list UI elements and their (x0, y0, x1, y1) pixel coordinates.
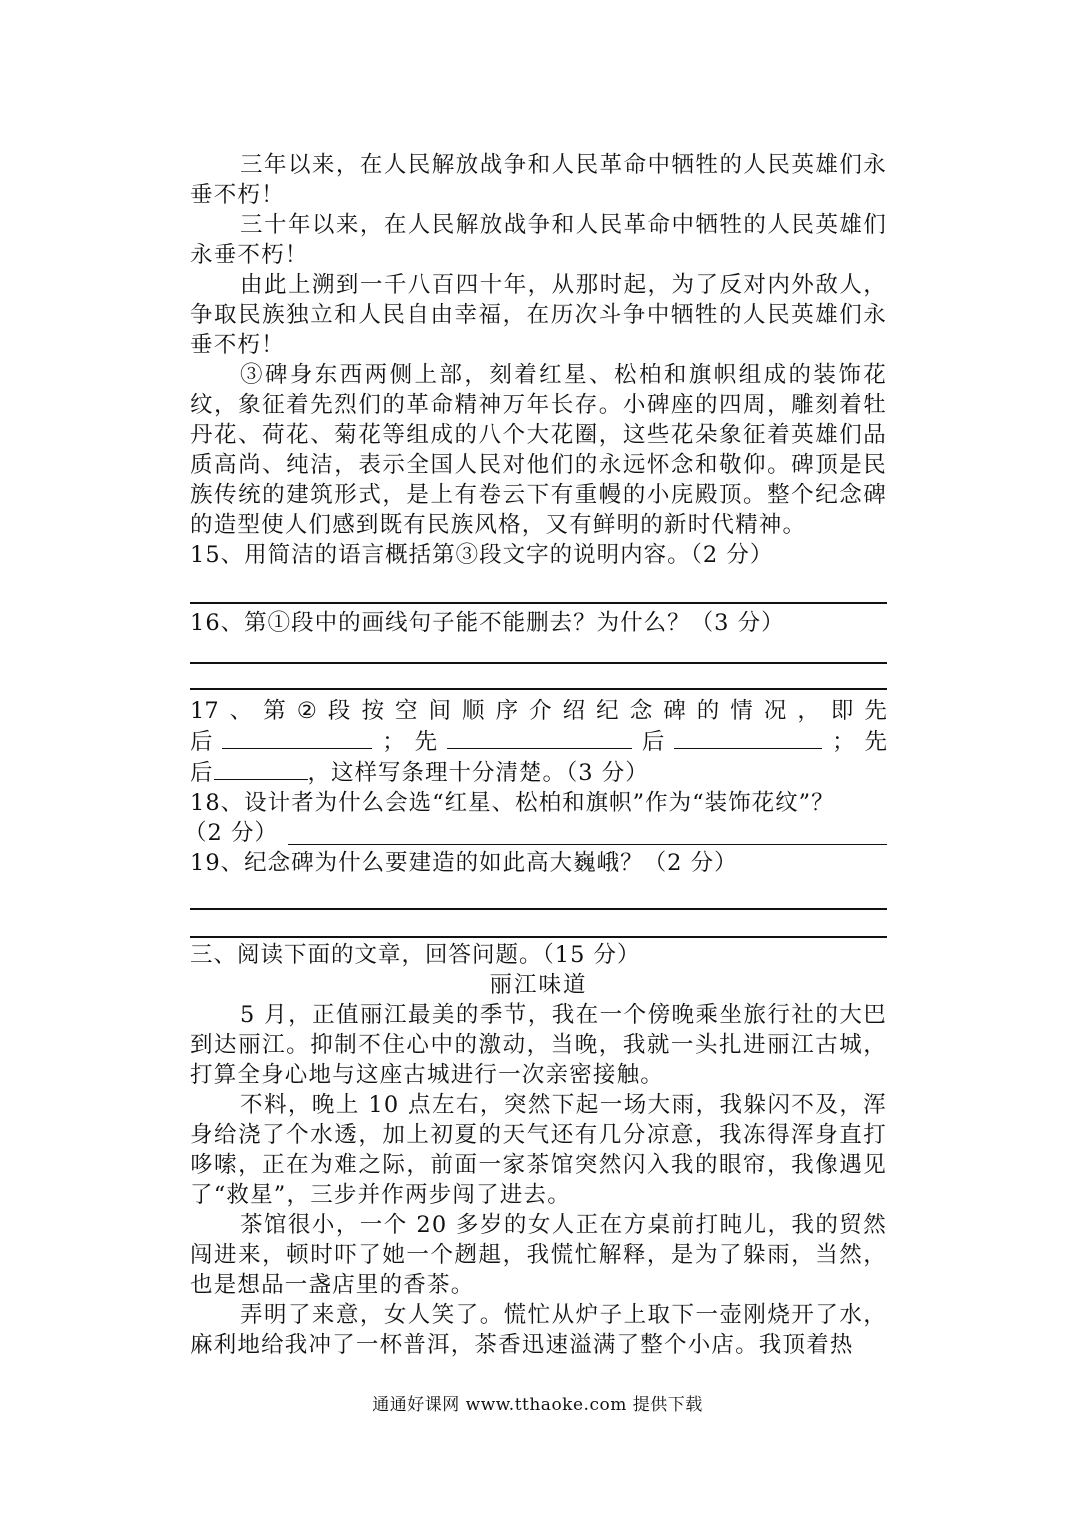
q17-char: 、 (229, 698, 253, 724)
question-15: 15、用简洁的语言概括第③段文字的说明内容。（2 分） (190, 542, 774, 568)
inscription-line-2: 三十年以来，在人民解放战争和人民革命中牺牲的人民英雄们永垂不朽！ (190, 212, 887, 268)
answer-blank-2[interactable] (447, 726, 632, 749)
q17-xian-2: 先 (864, 729, 887, 755)
question-17-line-2 (190, 726, 887, 757)
inscription-line-1: 三年以来，在人民解放战争和人民革命中牺牲的人民英雄们永垂不朽！ (190, 152, 887, 208)
inscription-line-3: 由此上溯到一千八百四十年，从那时起，为了反对内外敌人，争取民族独立和人民自由幸福，在历次斗争中牺牲的人民英雄们永垂不朽！ (190, 272, 887, 358)
q17-char: 绍 (562, 698, 586, 724)
question-18-line-2 (184, 818, 887, 848)
answer-line-19a (190, 878, 887, 910)
answer-blank-4[interactable] (214, 757, 308, 780)
q17-tail: ，这样写条理十分清楚。（3 分） (307, 760, 649, 786)
page-content (184, 150, 887, 1360)
q17-char: 间 (428, 698, 452, 724)
q17-char: 顺 (462, 698, 485, 724)
q17-semicolon-2: ； (832, 729, 855, 755)
article-paragraph-3: 茶馆很小，一个 20 多岁的女人正在方桌前打盹儿，我的贸然闯进来，顿时吓了她一个趔趄，我慌忙解释，是为了躲雨，当然，也是想品一盏店里的香茶。 (190, 1212, 887, 1298)
q17-char: 况 (763, 698, 787, 724)
question-19: 19、纪念碑为什么要建造的如此高大巍峨？（2 分） (190, 850, 738, 876)
q17-char: 纪 (596, 698, 619, 724)
q17-char: ② (296, 698, 317, 724)
q17-char: 按 (361, 698, 384, 724)
q17-char: 先 (864, 698, 887, 724)
q17-semicolon-1: ； (382, 729, 405, 755)
q17-hou-1: 后 (190, 729, 213, 755)
paragraph-3: ③碑身东西两侧上部，刻着红星、松柏和旗帜组成的装饰花纹，象征着先烈们的革命精神万年长存。小碑座的四周，雕刻着牡丹花、荷花、菊花等组成的八个大花圈，这些花朵象征着英雄们品质高尚、纯洁，表示全国人民对他们的永远怀念和敬仰。碑顶是民族传统的建筑形式，是上有卷云下有重幔的小庑殿顶。整个纪念碑的造型使人们感到既有民族风格，又有鲜明的新时代精神。 (190, 362, 887, 538)
q17-char: 段 (327, 698, 351, 724)
article-paragraph-2: 不料，晚上 10 点左右，突然下起一场大雨，我躲闪不及，浑身给浇了个水透，加上初夏的天气还有几分凉意，我冻得浑身直打哆嗦，正在为难之际，前面一家茶馆突然闪入我的眼帘，我像遇见了“救星”，三步并作两步闯了进去。 (190, 1092, 887, 1208)
question-18: 18、设计者为什么会选“红星、松柏和旗帜”作为“装饰花纹”？ (190, 790, 835, 816)
question-17-line-3 (190, 757, 887, 788)
article-paragraph-1: 5 月，正值丽江最美的季节，我在一个傍晚乘坐旅行社的大巴到达丽江。抑制不住心中的激动，当晚，我就一头扎进丽江古城，打算全身心地与这座古城进行一次亲密接触。 (190, 1002, 887, 1088)
q17-char: 情 (730, 698, 753, 724)
article-paragraph-4: 弄明了来意，女人笑了。慌忙从炉子上取下一壶刚烧开了水，麻利地给我冲了一杯普洱，茶香迅速溢满了整个小店。我顶着热 (190, 1302, 887, 1358)
q17-char: 空 (394, 698, 418, 724)
q17-hou-2: 后 (641, 729, 665, 755)
q17-char: 第 (263, 698, 286, 724)
article-title: 丽江味道 (489, 972, 588, 998)
answer-blank-3[interactable] (674, 726, 822, 749)
answer-blank-18[interactable] (288, 824, 887, 845)
question-17-line-1 (190, 696, 887, 726)
answer-line-19b (190, 910, 887, 938)
q17-char: 即 (830, 698, 854, 724)
q17-char: 的 (696, 698, 720, 724)
q17-hou-3: 后 (190, 760, 214, 786)
q17-char: 碑 (663, 698, 686, 724)
footer-credit: 通通好课网 www.tthaoke.com 提供下载 (372, 1395, 703, 1415)
q18-points: （2 分） (184, 820, 278, 846)
answer-line-16a (190, 638, 887, 664)
q17-char: 念 (629, 698, 653, 724)
q17-char: 介 (529, 698, 552, 724)
answer-line-15 (190, 570, 887, 604)
section-3-heading: 三、阅读下面的文章，回答问题。（15 分） (190, 942, 641, 968)
q17-char: 序 (495, 698, 519, 724)
answer-line-16b (190, 664, 887, 690)
q17-char: ， (797, 698, 820, 724)
q17-xian-1: 先 (414, 729, 438, 755)
question-16: 16、第①段中的画线句子能不能删去？为什么？（3 分） (190, 610, 785, 636)
q17-char: 17 (190, 698, 219, 724)
answer-blank-1[interactable] (222, 726, 372, 749)
